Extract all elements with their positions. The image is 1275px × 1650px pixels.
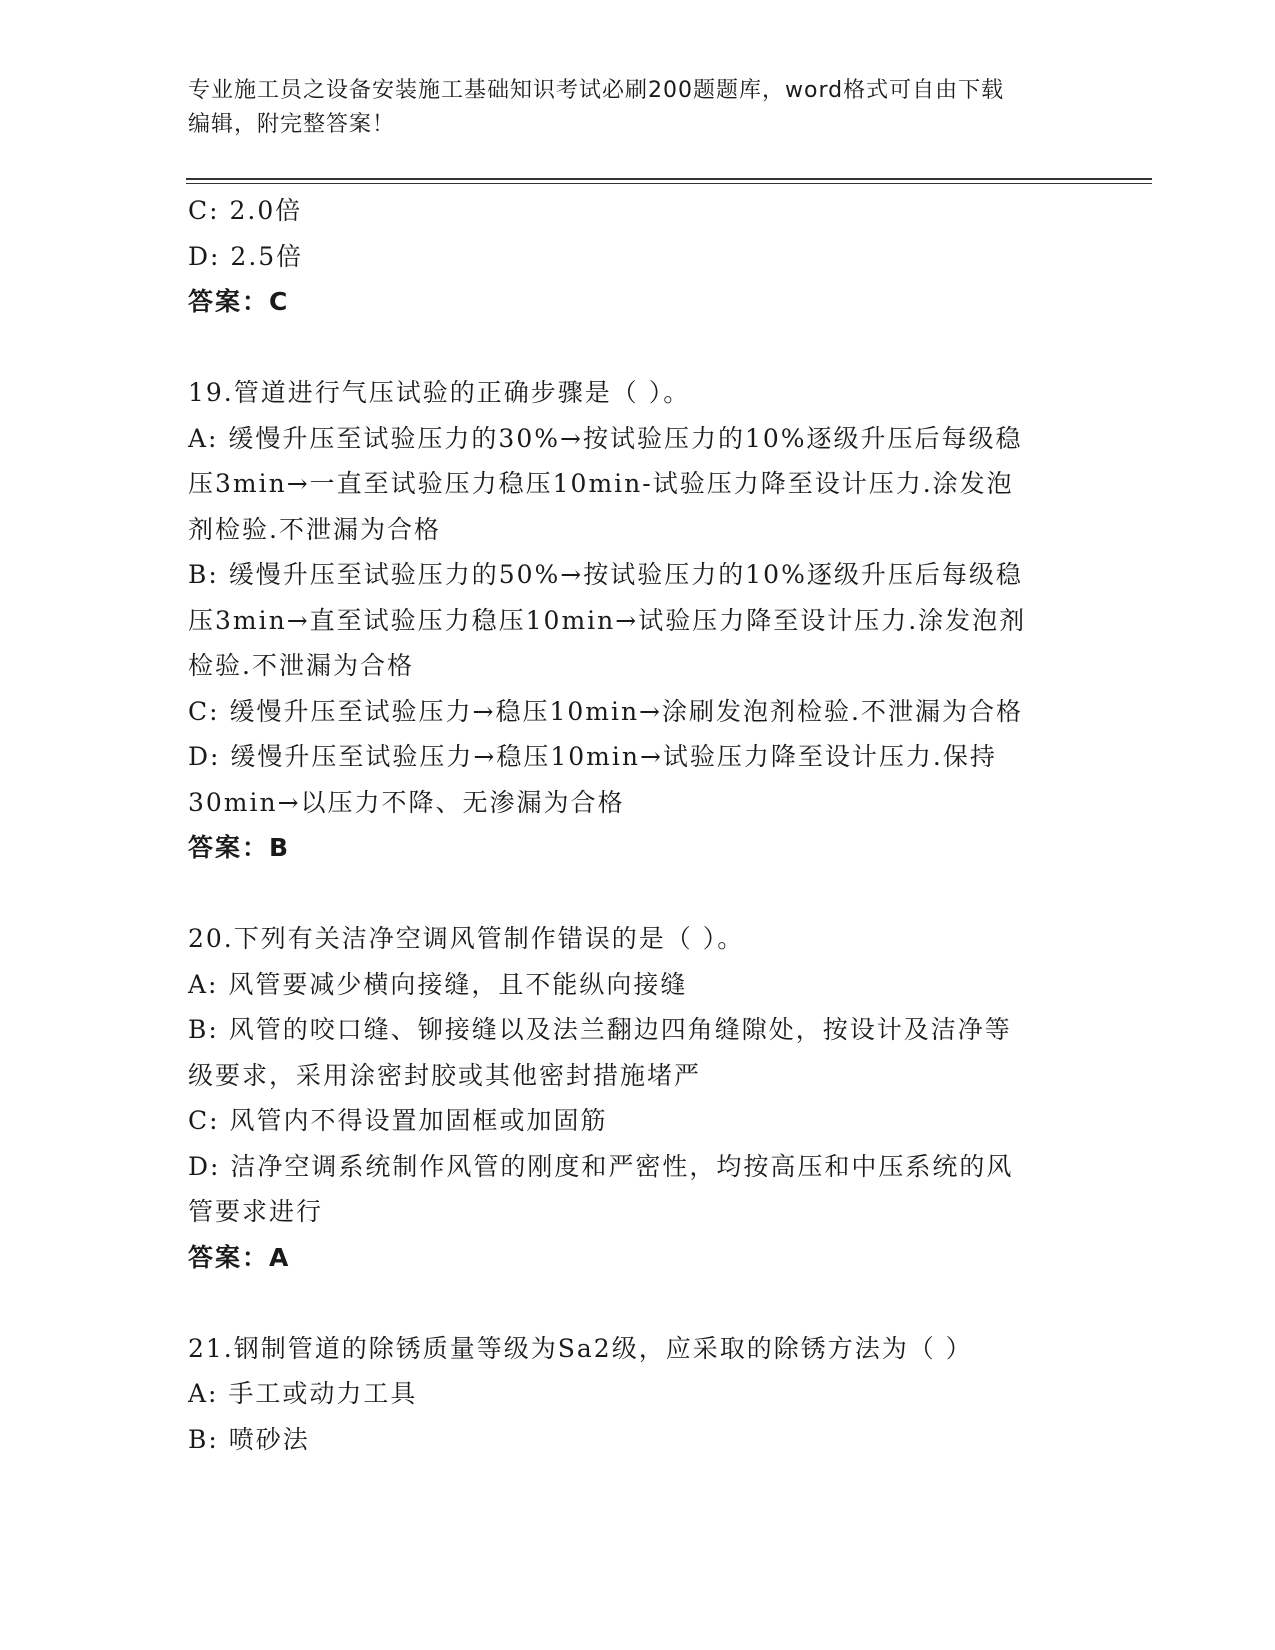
question-19-text: 19.管道进行气压试验的正确步骤是（ ）。: [188, 378, 691, 407]
document-header: [188, 74, 1088, 142]
header-line-1: 专业施工员之设备安装施工基础知识考试必刷200题题库，word格式可自由下载: [188, 78, 1005, 103]
q20-option-b-line-2: 级要求，采用涂密封胶或其他密封措施堵严: [188, 1060, 702, 1090]
spacer: [188, 325, 1088, 371]
prev-option-d: D: 2.5倍: [188, 241, 304, 271]
prev-option-c: C: 2.0倍: [188, 196, 303, 225]
header-divider-thick: [186, 178, 1152, 180]
document-body: [188, 188, 1088, 1462]
q19-option-c: C: 缓慢升压至试验压力→稳压10min→涂刷发泡剂检验.不泄漏为合格: [188, 696, 1023, 726]
q19-option-b-line-3: 检验.不泄漏为合格: [188, 651, 414, 680]
q20-option-d-line-1: D: 洁净空调系统制作风管的刚度和严密性，均按高压和中压系统的风: [188, 1151, 1014, 1181]
header-line-2: 编辑，附完整答案！: [188, 112, 396, 137]
q20-answer: 答案：A: [188, 1242, 291, 1272]
header-divider-thin: [186, 183, 1152, 184]
q19-option-b-line-1: B: 缓慢升压至试验压力的50%→按试验压力的10%逐级升压后每级稳: [188, 560, 1023, 589]
question-21-block: [188, 1326, 1088, 1463]
q19-option-a-line-1: A: 缓慢升压至试验压力的30%→按试验压力的10%逐级升压后每级稳: [188, 423, 1023, 453]
question-20-text: 20.下列有关洁净空调风管制作错误的是（ ）。: [188, 924, 745, 953]
q19-option-d-line-1: D: 缓慢升压至试验压力→稳压10min→试验压力降至设计压力.保持: [188, 742, 997, 771]
spacer: [188, 871, 1088, 917]
q20-option-a: A: 风管要减少横向接缝，且不能纵向接缝: [188, 969, 688, 999]
prev-question-block: [188, 188, 1088, 325]
q20-option-b-line-1: B: 风管的咬口缝、铆接缝以及法兰翻边四角缝隙处，按设计及洁净等: [188, 1015, 1012, 1044]
q19-option-d-line-2: 30min→以压力不降、无渗漏为合格: [188, 787, 625, 817]
question-21-text: 21.钢制管道的除锈质量等级为Sa2级，应采取的除锈方法为（ ）: [188, 1333, 973, 1363]
q21-option-b: B: 喷砂法: [188, 1424, 310, 1454]
q19-option-a-line-3: 剂检验.不泄漏为合格: [188, 514, 441, 544]
spacer: [188, 1280, 1088, 1326]
q21-option-a: A: 手工或动力工具: [188, 1379, 418, 1408]
q19-option-b-line-2: 压3min→直至试验压力稳压10min→试验压力降至设计压力.涂发泡剂: [188, 605, 1027, 635]
q19-option-a-line-2: 压3min→一直至试验压力稳压10min-试验压力降至设计压力.涂发泡: [188, 469, 1014, 498]
q20-option-c: C: 风管内不得设置加固框或加固筋: [188, 1106, 608, 1135]
q20-option-d-line-2: 管要求进行: [188, 1197, 324, 1226]
question-20-block: [188, 916, 1088, 1280]
q19-answer: 答案：B: [188, 833, 291, 862]
prev-answer: 答案：C: [188, 287, 290, 316]
question-19-block: [188, 370, 1088, 871]
